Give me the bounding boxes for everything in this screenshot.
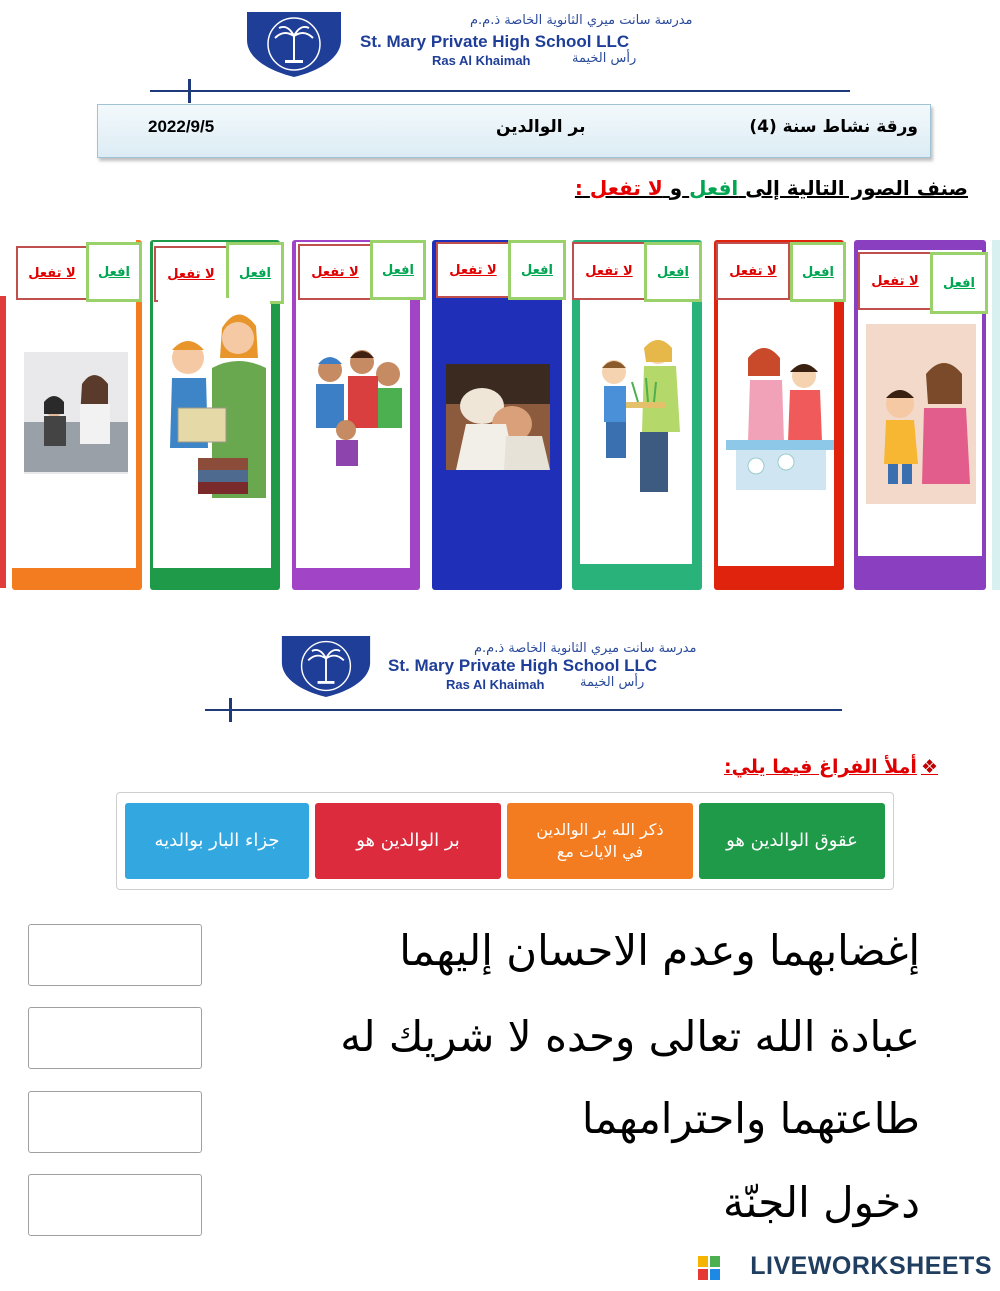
bullet-icon: ❖ — [920, 756, 938, 778]
card-image — [866, 324, 976, 504]
card-image — [306, 340, 410, 480]
card-image — [586, 332, 686, 512]
school-logo — [245, 10, 343, 78]
instruction-do: افعل — [689, 176, 739, 200]
do-option[interactable]: افعل — [930, 252, 988, 314]
do-option[interactable]: افعل — [86, 242, 142, 302]
do-option[interactable]: افعل — [370, 240, 426, 300]
answer-box[interactable] — [28, 1174, 202, 1236]
instruction-colon: : — [574, 176, 583, 200]
card-image — [158, 298, 270, 528]
worksheet-topic: بر الوالدين — [496, 117, 586, 137]
dont-option[interactable]: لا تفعل — [16, 246, 88, 300]
sort-card — [150, 240, 280, 590]
answer-box[interactable] — [28, 924, 202, 986]
school-city-arabic: رأس الخيمة — [572, 51, 637, 66]
instruction-text: صنف الصور التالية إلى — [745, 176, 968, 200]
school-name-arabic: مدرسة سانت ميري الثانوية الخاصة ذ.م.م — [470, 13, 693, 28]
school-logo — [280, 634, 372, 698]
header-rule-tick — [229, 698, 232, 722]
sort-card — [12, 240, 142, 590]
word-bank — [116, 792, 894, 890]
card-image — [24, 352, 128, 482]
sort-card — [714, 240, 844, 590]
card-image — [726, 332, 834, 518]
dont-option[interactable]: لا تفعل — [572, 242, 646, 300]
worksheet-date: 2022/9/5 — [148, 117, 215, 136]
worksheet-banner — [97, 104, 931, 158]
word-chip-line: في الايات مع — [556, 842, 644, 861]
worksheet-number: ورقة نشاط سنة (4) — [749, 117, 918, 137]
do-option[interactable]: افعل — [644, 242, 702, 302]
word-chip[interactable]: بر الوالدين هو — [315, 803, 501, 879]
header-rule — [150, 90, 850, 92]
do-option[interactable]: افعل — [226, 242, 284, 304]
do-option[interactable]: افعل — [790, 242, 846, 302]
dont-option[interactable]: لا تفعل — [858, 252, 932, 310]
fill-instruction — [724, 756, 938, 778]
instruction-and: و — [669, 176, 683, 200]
sort-card — [572, 240, 702, 590]
card-image — [446, 364, 550, 470]
dont-option[interactable]: لا تفعل — [716, 242, 790, 300]
question-text: دخول الجنّة — [723, 1178, 920, 1227]
school-city-arabic: رأس الخيمة — [580, 675, 645, 690]
right-edge-strip — [992, 240, 1000, 590]
dont-option[interactable]: لا تفعل — [436, 242, 510, 298]
word-chip[interactable] — [507, 803, 693, 879]
word-chip[interactable]: عقوق الوالدين هو — [699, 803, 885, 879]
liveworksheets-logo-icon — [698, 1256, 720, 1280]
liveworksheets-brand[interactable]: LIVEWORKSHEETS — [750, 1252, 992, 1280]
sort-card — [432, 240, 562, 590]
dont-option[interactable]: لا تفعل — [154, 246, 228, 302]
word-chip-line: ذكر الله بر الوالدين — [536, 819, 664, 839]
school-city-english: Ras Al Khaimah — [446, 677, 545, 692]
school-city-english: Ras Al Khaimah — [432, 53, 531, 68]
answer-box[interactable] — [28, 1007, 202, 1069]
left-edge-strip — [0, 296, 6, 588]
sort-instruction — [575, 176, 968, 200]
question-text: عبادة الله تعالى وحده لا شريك له — [340, 1012, 920, 1061]
sort-card — [292, 240, 420, 590]
question-text: إغضابهما وعدم الاحسان إليهما — [399, 926, 920, 975]
school-name-arabic: مدرسة سانت ميري الثانوية الخاصة ذ.م.م — [474, 641, 697, 656]
instruction-dont: لا تفعل — [589, 176, 663, 200]
do-option[interactable]: افعل — [508, 240, 566, 300]
answer-box[interactable] — [28, 1091, 202, 1153]
dont-option[interactable]: لا تفعل — [298, 244, 372, 300]
sort-card — [854, 240, 986, 590]
school-name-english: St. Mary Private High School LLC — [388, 656, 658, 675]
header-rule — [205, 709, 842, 711]
word-chip[interactable]: جزاء البار بوالديه — [125, 803, 309, 879]
question-text: طاعتهما واحترامهما — [581, 1094, 920, 1143]
fill-instruction-text: أملأ الفراغ فيما يلي: — [723, 756, 917, 778]
header-rule-tick — [188, 79, 191, 103]
school-name-english: St. Mary Private High School LLC — [360, 32, 630, 51]
